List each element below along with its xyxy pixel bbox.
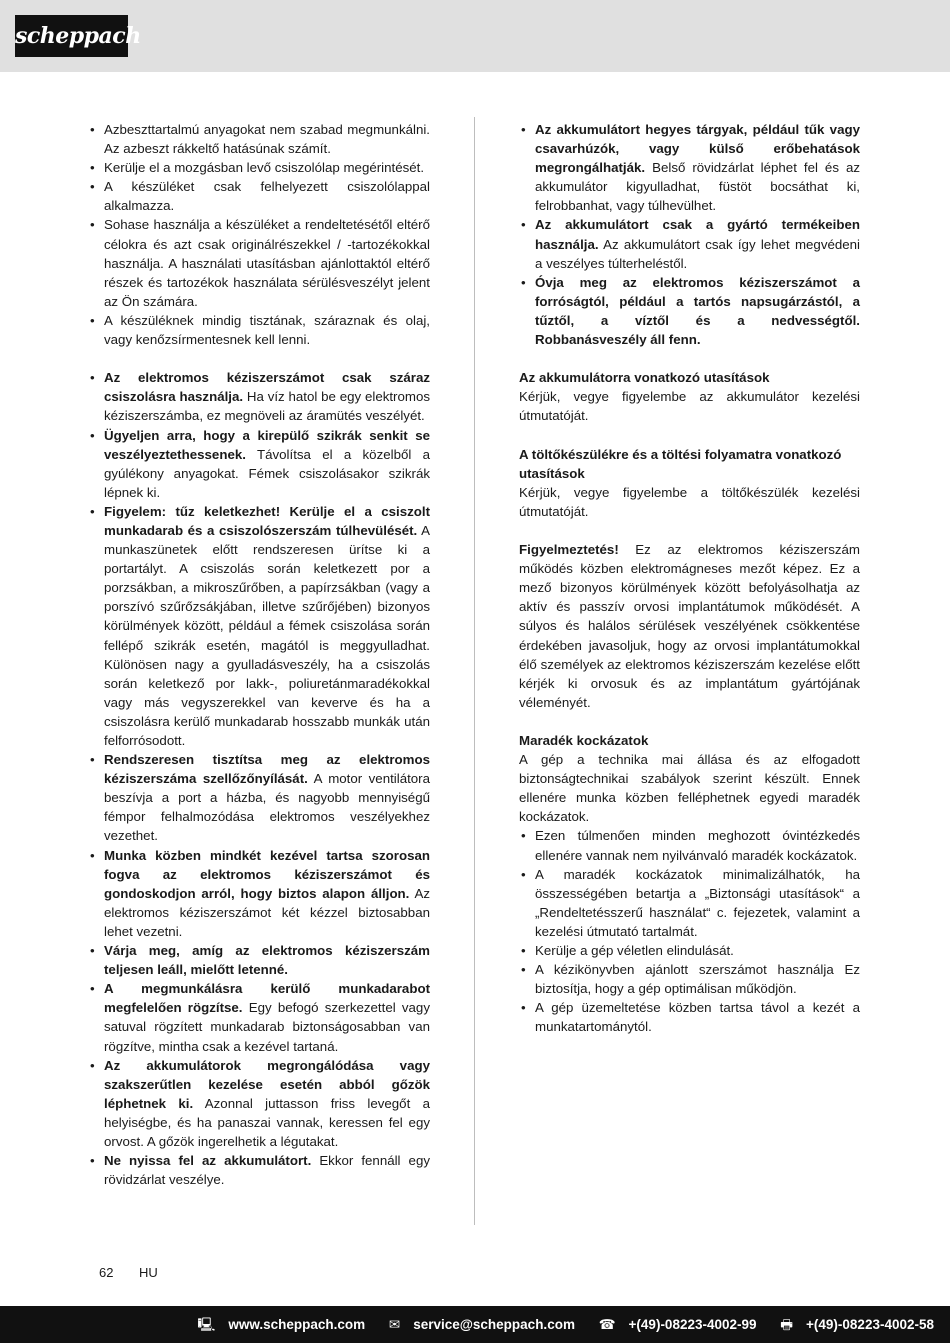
list-item: • Ügyeljen arra, hogy a kirepülő szikrák senkit se veszélyeztethessenek. Távolítsa el a közelből a gyúlékony anyagokat. Fémek csiszolásakor szikrák lépnek ki.: [88, 426, 430, 502]
language-code: HU: [139, 1265, 158, 1280]
right-column: [519, 120, 860, 1037]
list-item: • Ne nyissa fel az akkumulátort. Ekkor fennáll egy rövidzárlat veszélye.: [88, 1151, 430, 1189]
list-item: • A gép üzemeltetése közben tartsa távol a kezét a munkatartománytól.: [519, 998, 860, 1036]
scheppach-logo: scheppach: [15, 15, 128, 57]
battery-heading: Az akkumulátorra vonatkozó utasítások: [519, 370, 770, 386]
list-item: • Az elektromos kéziszerszámot csak száraz csiszolásra használja. Ha víz hatol be egy elektromos kéziszerszámba, ez megnöveli az áramütés veszélyét.: [88, 368, 430, 425]
list-item: • A készüléknek mindig tisztának, száraznak és olaj, vagy kenőzsírmentesnek kell lenni.: [88, 311, 430, 349]
safety-list-general: [88, 120, 430, 349]
residual-list: [519, 826, 860, 1036]
list-item: • A maradék kockázatok minimalizálhatók, ha összességében betartja a „Biztonsági utasítások“ a „Rendeltetésszerű használat“ c. fejezetek, valamint a kezelési útmutató tartalmát.: [519, 865, 860, 941]
list-item: • Figyelem: tűz keletkezhet! Kerülje el a csiszolt munkadarab és a csiszolószerszám túlhevülését. A munkaszünetek előtt rendszeresen ürítse ki a portartályt. A csiszolás során keletkezett por a porzsákban, a mikroszűrőben, a papírzsákban (vagy a porszívó szűrőzsákjában, illetve szűrőjében) bizonyos körülmények között, például a fémek csiszolása során fellépő szikrák esetén, magától is meggyulladhat. Különösen nagy a gyulladásveszély, ha a csiszolás során keletkező por lakk-, poliuretánmaradékokkal vagy más vegyszerekkel van keverve és ha a csiszolásra kerülő munkadarab hosszabb munkák után felforrósodott.: [88, 502, 430, 750]
residual-text: A gép a technika mai állása és az elfogadott biztonságtechnikai szabályok szerint készült. Ennek ellenére munka közben felléphetnek egyedi maradék kockázatok.: [519, 752, 860, 825]
phone-icon: ☎: [598, 1317, 616, 1332]
safety-list-power-tool: [88, 368, 430, 1189]
list-item: • Munka közben mindkét kezével tartsa szorosan fogva az elektromos kéziszerszámot és gondoskodjon arról, hogy biztos alapon álljon. Az elektromos kéziszerszámot két kézzel biztosabban lehet vezetni.: [88, 846, 430, 941]
footer-web[interactable]: 🖳 www.scheppach.com: [197, 1317, 366, 1332]
list-item: • Várja meg, amíg az elektromos kéziszerszám teljesen leáll, mielőtt letenné.: [88, 941, 430, 979]
list-item: • A készüléket csak felhelyezett csiszolólappal alkalmazza.: [88, 177, 430, 215]
left-column: [88, 120, 430, 1189]
list-item: • Kerülje a gép véletlen elindulását.: [519, 941, 860, 960]
list-item: • Az akkumulátort csak a gyártó termékeiben használja. Az akkumulátort csak így lehet megvédeni a veszélyes túlterheléstől.: [519, 215, 860, 272]
list-item: • Azbeszttartalmú anyagokat nem szabad megmunkálni. Az azbeszt rákkeltő hatásúnak számít.: [88, 120, 430, 158]
list-item: • Óvja meg az elektromos kéziszerszámot a forróságtól, például a tartós napsugárzástól, a tűztől, a víztől és a nedvességtől. Robbanásveszély áll fenn.: [519, 273, 860, 349]
footer-fax: 🖶 +(49)-08223-4002-58: [780, 1317, 934, 1332]
fax-icon: 🖶: [780, 1317, 794, 1332]
list-item: • Rendszeresen tisztítsa meg az elektromos kéziszerszáma szellőzőnyílását. A motor ventilátora beszívja a port a házba, és nagyobb mennyiségű fémpor felhalmozódása elektromos veszélyekhez vezethet.: [88, 750, 430, 845]
mail-icon: ✉: [388, 1317, 401, 1332]
residual-heading: Maradék kockázatok: [519, 733, 649, 748]
list-item: • Ezen túlmenően minden meghozott óvintézkedés ellenére vannak nem nyilvánvaló maradék kockázatok.: [519, 826, 860, 864]
list-item: • A kézikönyvben ajánlott szerszámot használja Ez biztosítja, hogy a gép optimálisan működjön.: [519, 960, 860, 998]
battery-text: Kérjük, vegye figyelembe az akkumulátor kezelési útmutatóját.: [519, 389, 860, 424]
list-item: • Az akkumulátort hegyes tárgyak, például tűk vagy csavarhúzók, vagy külső erőbehatások megrongálhatják. Belső rövidzárlat léphet fel és az akkumulátor kigyulladhat, füstöt bocsáthat ki, felrobbanhat, vagy túlhevülhet.: [519, 120, 860, 215]
warning-paragraph: Figyelmeztetés! Ez az elektromos kéziszerszám működés közben elektromágneses mezőt képez. Ez a mező bizonyos körülmények között befolyásolhatja az aktív és passzív orvosi implantátumok működését. A súlyos és halálos sérülések veszélyének csökkentése érdekében javasoljuk, hogy az orvosi implantátumokkal élő személyek az elektromos kéziszerszám kezelése előtt kérjék ki orvosuk és az implantátum gyártójának véleményét.: [519, 542, 860, 710]
battery-safety-list: [519, 120, 860, 349]
list-item: • Kerülje el a mozgásban levő csiszolólap megérintését.: [88, 158, 430, 177]
page-number: 62: [99, 1265, 114, 1280]
page-footer: [0, 1306, 950, 1343]
column-divider: [474, 117, 475, 1225]
charger-text: Kérjük, vegye figyelembe a töltőkészülék kezelési útmutatóját.: [519, 484, 860, 519]
footer-email[interactable]: ✉ service@scheppach.com: [388, 1317, 575, 1332]
footer-phone: ☎ +(49)-08223-4002-99: [598, 1317, 757, 1332]
list-item: • Sohase használja a készüléket a rendeltetésétől eltérő célokra és azt csak originálrészekkel / -tartozékokkal használja. A használati utasításban ajánlottaktól eltérő részek és tartozékok használata sérülésveszélyt jelent az Ön számára.: [88, 215, 430, 310]
warning-label: Figyelmeztetés!: [519, 542, 619, 558]
charger-heading: A töltőkészülékre és a töltési folyamatra vonatkozó utasítások: [519, 446, 842, 481]
list-item: • A megmunkálásra kerülő munkadarabot megfelelően rögzítse. Egy befogó szerkezettel vagy satuval rögzített munkadarab biztonságosabban van rögzítve, mintha csak a kezével tartaná.: [88, 979, 430, 1055]
page-header: [0, 0, 950, 72]
list-item: • Az akkumulátorok megrongálódása vagy szakszerűtlen kezelése esetén abból gőzök léphetnek ki. Azonnal juttasson friss levegőt a helyiségbe, és ha panaszai vannak, keressen fel egy orvost. A gőzök ingerelhetik a légutakat.: [88, 1056, 430, 1151]
computer-icon: 🖳: [197, 1317, 216, 1332]
